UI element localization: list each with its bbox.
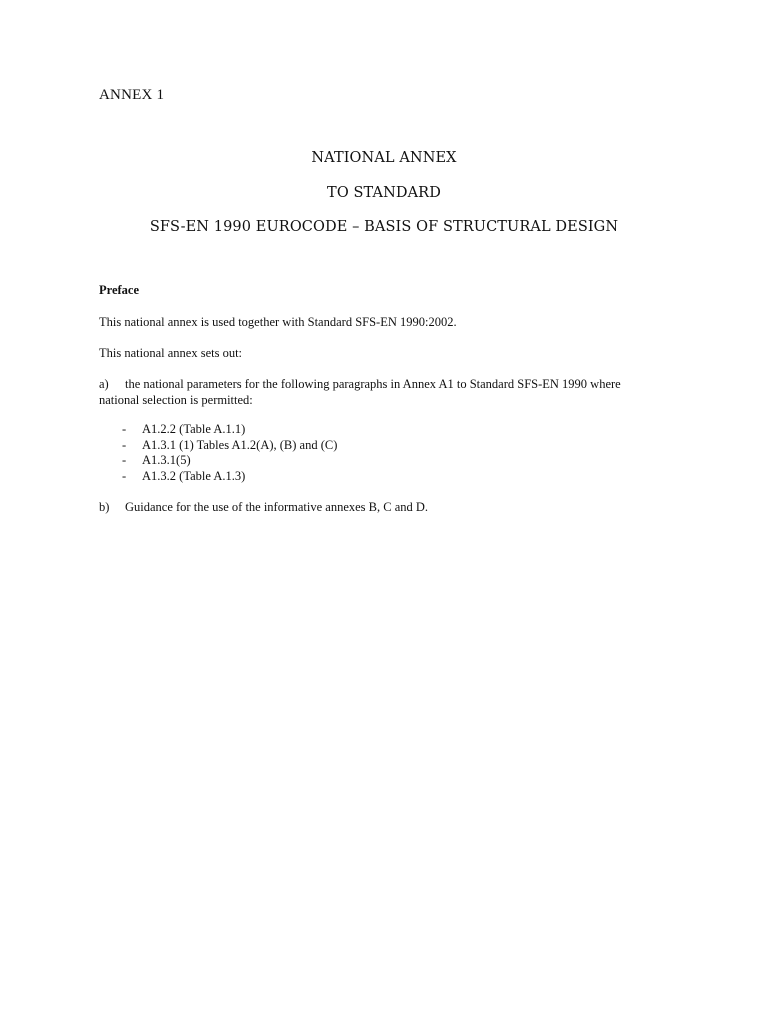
list-dash: - [122, 437, 127, 452]
list-item-text: A1.3.1 (1) Tables A1.2(A), (B) and (C) [142, 437, 338, 452]
preface-heading: Preface [99, 283, 140, 297]
list-item-text: A1.2.2 (Table A.1.1) [142, 422, 246, 436]
list-item-text: A1.3.2 (Table A.1.3) [142, 468, 246, 483]
item-b-text: Guidance for the use of the informative annexes B, C and D. [125, 500, 429, 514]
list-item [122, 453, 337, 469]
item-b-marker: b) [99, 500, 110, 514]
list-dash: - [122, 422, 127, 436]
annex-label: ANNEX 1 [99, 87, 165, 103]
list-item-text: A1.3.1(5) [142, 453, 191, 467]
preface-paragraph-1: This national annex is used together with Standard SFS-EN 1990:2002. [99, 315, 457, 329]
list-dash: - [122, 453, 127, 467]
item-a-marker: a) [99, 377, 109, 391]
list-item [122, 438, 337, 454]
list-dash: - [122, 468, 127, 483]
item-a [99, 376, 659, 408]
item-b [99, 499, 428, 515]
preface-paragraph-2: This national annex sets out: [99, 346, 243, 360]
list-item [122, 422, 337, 438]
title-line-3: SFS-EN 1990 EUROCODE – BASIS OF STRUCTURAL DESIGN [149, 219, 619, 235]
title-line-2: TO STANDARD [327, 185, 441, 201]
list-item [122, 469, 337, 485]
paragraph-list [122, 422, 337, 484]
item-a-text: the national parameters for the following paragraphs in Annex A1 to Standard SFS-EN 1990 where national selection is permitted: [99, 377, 621, 407]
title-line-1: NATIONAL ANNEX [311, 150, 457, 166]
